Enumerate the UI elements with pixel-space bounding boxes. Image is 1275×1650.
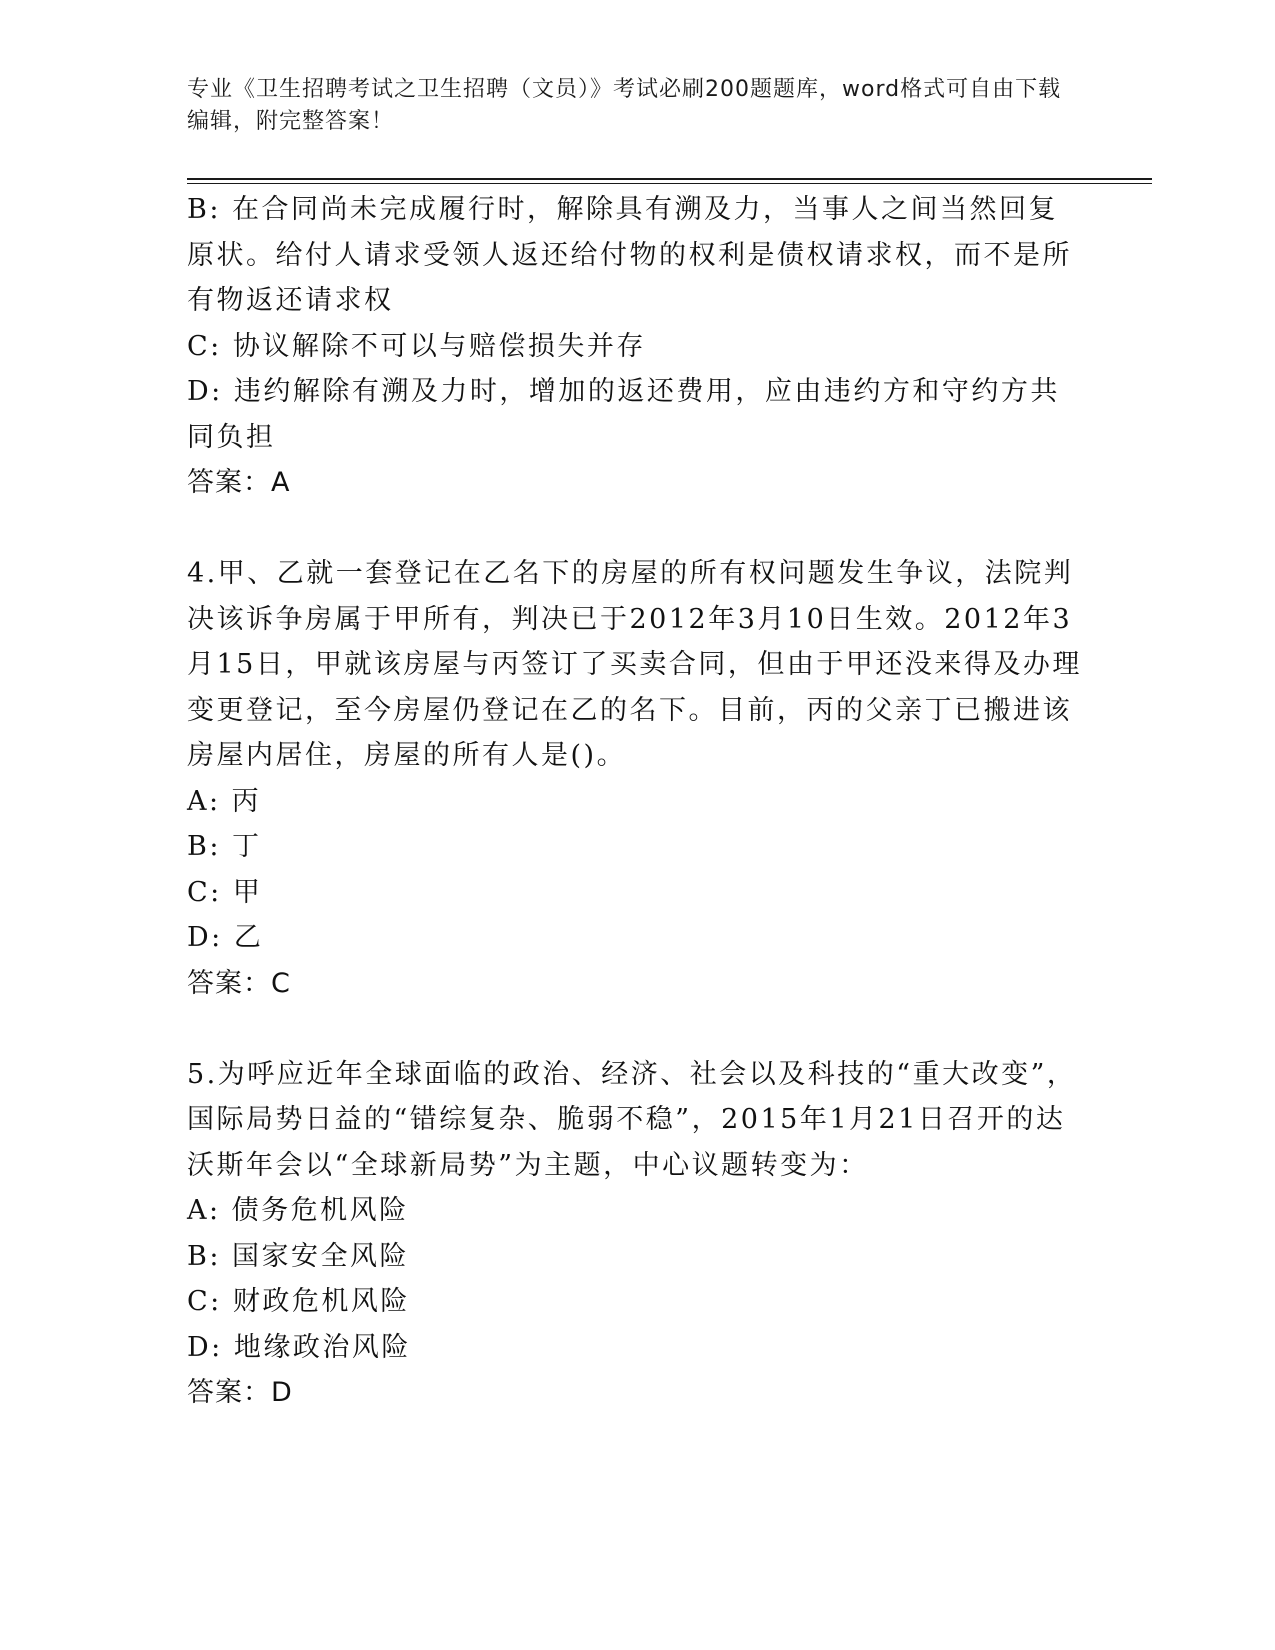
question-4-text: 4.甲、乙就一套登记在乙名下的房屋的所有权问题发生争议，法院判决该诉争房属于甲所有，判决已于2012年3月10日生效。2012年3月15日，甲就该房屋与丙签订了买卖合同，但由于甲还没来得及办理变更登记，至今房屋仍登记在乙的名下。目前，丙的父亲丁已搬进该房屋内居住，房屋的所有人是()。 (187, 558, 1082, 771)
question-4-option-d: D: 乙 (187, 922, 264, 953)
question-4-answer: 答案：C (187, 967, 291, 999)
question-5-option-c: C: 财政危机风险 (187, 1286, 410, 1317)
option-c: C: 协议解除不可以与赔偿损失并存 (187, 330, 646, 362)
question-content (187, 187, 1087, 1416)
header-rule-thin (187, 183, 1152, 184)
question-5-option-a: A: 债务危机风险 (187, 1195, 409, 1226)
question-5-option-d: D: 地缘政治风险 (187, 1331, 411, 1363)
answer-line: 答案：A (187, 467, 291, 498)
header-rule-thick (187, 178, 1152, 180)
question-5-answer: 答案：D (187, 1377, 293, 1408)
question-4-option-a: A: 丙 (187, 785, 262, 817)
question-4-option-c: C: 甲 (187, 876, 263, 908)
question-4-option-b: B: 丁 (187, 831, 262, 862)
spacer (187, 1006, 1087, 1052)
question-5-text: 5.为呼应近年全球面临的政治、经济、社会以及科技的“重大改变”，国际局势日益的“错综复杂、脆弱不稳”，2015年1月21日召开的达沃斯年会以“全球新局势”为主题，中心议题转变为： (187, 1058, 1077, 1181)
page-header (187, 74, 1067, 138)
question-5-option-b: B: 国家安全风险 (187, 1240, 410, 1272)
header-text: 专业《卫生招聘考试之卫生招聘（文员）》考试必刷200题题库，word格式可自由下载编辑，附完整答案！ (187, 77, 1062, 134)
option-b: B: 在合同尚未完成履行时，解除具有溯及力，当事人之间当然回复原状。给付人请求受领人返还给付物的权利是债权请求权，而不是所有物返还请求权 (187, 194, 1072, 316)
spacer (187, 506, 1087, 552)
option-d: D: 违约解除有溯及力时，增加的返还费用，应由违约方和守约方共同负担 (187, 376, 1060, 453)
